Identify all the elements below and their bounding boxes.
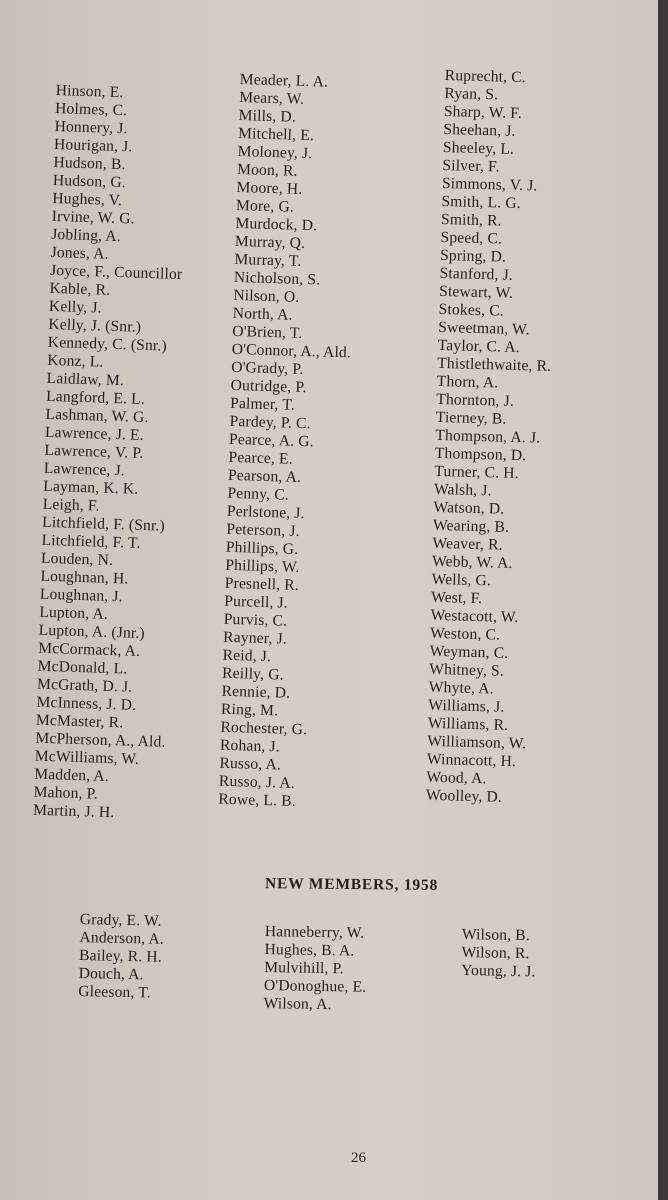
member-name: Thompson, D. — [434, 444, 527, 465]
member-name: Honnery, J. — [54, 117, 128, 138]
member-name: Webb, W. A. — [431, 552, 513, 572]
member-column-2 — [218, 71, 359, 812]
member-name: McDonald, L. — [37, 657, 128, 678]
member-name: McPherson, A., Ald. — [35, 729, 166, 751]
member-name: Weyman, C. — [429, 642, 509, 662]
member-name: Turner, C. H. — [434, 462, 519, 483]
member-name: McInness, J. D. — [36, 693, 137, 714]
member-name: O'Connor, A., Ald. — [231, 340, 352, 362]
member-name: Rayner, J. — [222, 628, 288, 648]
member-name: Konz, L. — [46, 351, 104, 371]
member-name: Kennedy, C. (Snr.) — [47, 333, 168, 355]
new-member-name: Wilson, A. — [263, 994, 332, 1014]
member-name: Mahon, P. — [33, 783, 99, 803]
member-name: Pardey, P. C. — [229, 412, 311, 433]
member-name: Lawrence, J. E. — [44, 423, 145, 444]
member-name: O'Brien, T. — [232, 322, 303, 342]
member-name: McCormack, A. — [37, 639, 141, 660]
member-name: Sheehan, J. — [443, 120, 516, 140]
member-name: North, A. — [232, 304, 293, 324]
member-name: Layman, K. K. — [43, 477, 139, 498]
member-name: Meader, L. A. — [239, 71, 329, 91]
member-name: Taylor, C. A. — [437, 336, 521, 357]
member-name: Holmes, C. — [54, 99, 128, 120]
member-name: Hinson, E. — [55, 82, 124, 102]
member-name: Laidlaw, M. — [46, 369, 125, 390]
member-name: Hudson, B. — [53, 153, 126, 174]
member-name: Weston, C. — [429, 624, 501, 644]
member-name: O'Grady, P. — [230, 358, 304, 379]
new-member-name: Grady, E. W. — [79, 911, 162, 930]
member-name: Palmer, T. — [229, 394, 296, 414]
member-name: Martin, J. H. — [32, 801, 115, 822]
member-name: Woolley, D. — [425, 786, 503, 806]
member-name: Rochester, G. — [220, 718, 308, 739]
member-name: Hudson, G. — [52, 171, 127, 192]
member-name: Winnacott, H. — [426, 750, 517, 771]
member-name: Williamson, W. — [427, 732, 527, 753]
member-name: Stewart, W. — [438, 282, 514, 302]
member-name: Wood, A. — [426, 768, 487, 788]
member-name: Williams, R. — [427, 714, 509, 734]
member-name: Murray, T. — [234, 250, 302, 270]
member-name: Whitney, S. — [429, 660, 505, 680]
member-name: Ring, M. — [220, 700, 279, 720]
member-name: Litchfield, F. T. — [41, 531, 141, 552]
member-name: Watson, D. — [433, 498, 505, 518]
member-name: McMaster, R. — [35, 711, 124, 732]
member-name: Reid, J. — [222, 646, 272, 666]
member-name: Weaver, R. — [432, 534, 503, 554]
new-member-name: Wilson, R. — [461, 943, 530, 963]
member-name: Mills, D. — [238, 106, 297, 126]
member-name: Lupton, A. — [39, 603, 109, 623]
member-name: Walsh, J. — [433, 480, 492, 500]
member-name: Stokes, C. — [438, 300, 505, 320]
member-name: Peterson, J. — [226, 520, 300, 540]
member-name: McWilliams, W. — [34, 747, 140, 768]
member-name: Jones, A. — [50, 243, 109, 263]
member-name: Madden, A. — [33, 765, 110, 786]
member-name: Loughnan, H. — [40, 567, 129, 588]
member-name: Smith, R. — [440, 210, 502, 230]
member-name: Mitchell, E. — [237, 124, 315, 145]
member-name: Pearson, A. — [227, 466, 302, 486]
member-name: Stanford, J. — [439, 264, 514, 284]
member-name: Murdock, D. — [235, 214, 318, 235]
new-member-name: Hughes, B. A. — [264, 940, 355, 960]
member-name: Sheeley, L. — [442, 138, 515, 158]
book-edge — [658, 0, 668, 1200]
member-name: Smith, L. G. — [441, 192, 522, 213]
member-column-3 — [426, 67, 559, 808]
member-name: Nilson, O. — [233, 286, 300, 306]
member-name: Russo, A. — [219, 754, 282, 774]
member-name: Pearce, E. — [228, 448, 294, 468]
new-members-heading: NEW MEMBERS, 1958 — [264, 875, 439, 894]
member-name: Murray, Q. — [234, 232, 306, 253]
member-name: West, F. — [430, 588, 483, 608]
new-members-column-1 — [78, 911, 164, 1003]
member-name: Rennie, D. — [221, 682, 291, 702]
new-member-name: Wilson, B. — [461, 926, 531, 945]
member-name: Wells, G. — [431, 570, 492, 590]
member-name: Hughes, V. — [52, 189, 123, 210]
new-members-column-2 — [263, 923, 367, 1015]
member-name: Lupton, A. (Jnr.) — [38, 621, 146, 643]
member-name: Williams, J. — [428, 696, 505, 716]
member-name: More, G. — [235, 196, 295, 216]
member-name: Simmons, V. J. — [441, 174, 538, 195]
member-name: Jobling, A. — [50, 225, 122, 246]
member-name: Irvine, W. G. — [51, 207, 135, 228]
member-name: Kable, R. — [49, 279, 111, 299]
member-name: Speed, C. — [440, 228, 503, 248]
member-name: Ryan, S. — [444, 84, 499, 104]
new-member-name: Young, J. J. — [461, 961, 536, 981]
member-name: Wearing, B. — [432, 516, 510, 536]
new-member-name: Bailey, R. H. — [78, 946, 163, 966]
member-name: Pearce, A. G. — [228, 430, 314, 451]
member-name: Moloney, J. — [237, 142, 313, 163]
member-name: Kelly, J. — [48, 297, 102, 317]
member-name: Presnell, R. — [224, 574, 300, 594]
member-name: Moon, R. — [236, 160, 298, 180]
member-name: Whyte, A. — [428, 678, 494, 698]
page-number: 26 — [351, 1150, 366, 1166]
member-name: Lashman, W. G. — [45, 405, 149, 427]
new-member-name: Mulvihill, P. — [264, 958, 344, 978]
new-member-name: O'Donoghue, E. — [263, 976, 367, 996]
member-name: Purcell, J. — [224, 592, 289, 612]
member-name: Westacott, W. — [430, 606, 519, 627]
new-member-name: Gleeson, T. — [78, 982, 152, 1002]
member-name: Tierney, B. — [435, 408, 507, 428]
member-name: Thornton, J. — [436, 390, 515, 410]
member-name: Kelly, J. (Snr.) — [48, 315, 142, 336]
member-name: Nicholson, S. — [233, 268, 321, 289]
member-name: Phillips, G. — [225, 538, 299, 558]
member-name: Rowe, L. B. — [218, 790, 297, 810]
member-name: Langford, E. L. — [45, 387, 146, 408]
member-name: Russo, J. A. — [218, 772, 296, 792]
member-name: Perlstone, J. — [226, 502, 305, 523]
member-name: Lawrence, J. — [43, 459, 126, 480]
member-name: Silver, F. — [442, 156, 500, 176]
member-name: McGrath, D. J. — [36, 675, 133, 696]
member-name: Phillips, W. — [225, 556, 300, 576]
new-members-column-3 — [461, 926, 536, 981]
member-name: Reilly, G. — [221, 664, 284, 684]
member-name: Thorn, A. — [436, 372, 499, 392]
member-name: Sweetman, W. — [437, 318, 530, 339]
member-name: Louden, N. — [40, 549, 114, 570]
member-name: Hourigan, J. — [53, 135, 133, 156]
member-name: Loughnan, J. — [39, 585, 123, 606]
member-name: Joyce, F., Councillor — [49, 261, 183, 284]
member-name: Sharp, W. F. — [443, 102, 523, 123]
member-name: Lawrence, V. P. — [44, 441, 144, 462]
member-name: Mears, W. — [238, 88, 305, 108]
member-name: Leigh, F. — [42, 495, 100, 515]
new-member-name: Anderson, A. — [79, 928, 165, 948]
member-name: Outridge, P. — [230, 376, 307, 397]
member-name: Rohan, J. — [219, 736, 281, 756]
member-name: Litchfield, F. (Snr.) — [41, 513, 166, 535]
member-name: Ruprecht, C. — [444, 67, 527, 87]
member-name: Moore, H. — [236, 178, 303, 198]
member-name: Penny, C. — [227, 484, 290, 504]
member-name: Thistlethwaite, R. — [437, 354, 552, 375]
member-name: Purvis, C. — [223, 610, 288, 630]
member-column-1 — [33, 82, 188, 824]
new-member-name: Hanneberry, W. — [264, 923, 365, 942]
new-member-name: Douch, A. — [78, 964, 144, 984]
member-name: Spring, D. — [439, 246, 507, 266]
member-name: Thompson, A. J. — [435, 426, 541, 447]
